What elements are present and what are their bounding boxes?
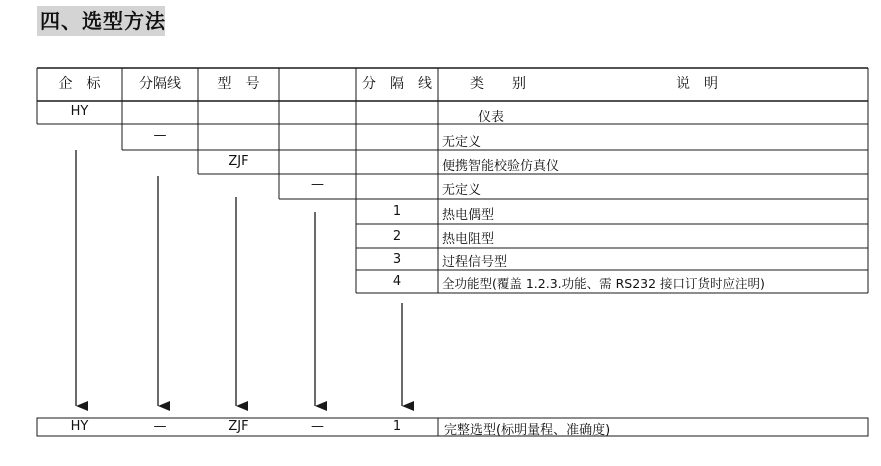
header-model: 型 号 bbox=[217, 76, 260, 92]
row-desc-separator2: 无定义 bbox=[442, 183, 482, 198]
example-description: 完整选型(标明量程、准确度) bbox=[444, 423, 611, 438]
row-desc-separator1: 无定义 bbox=[442, 135, 482, 150]
row-desc-model: 便携智能校验仿真仪 bbox=[442, 159, 560, 174]
row-code-variant-4: 4 bbox=[392, 274, 402, 289]
row-desc-variant-4: 全功能型(覆盖 1.2.3.功能、需 RS232 接口订货时应注明) bbox=[442, 276, 765, 291]
row-desc-variant-2: 热电阻型 bbox=[442, 232, 495, 247]
example-separator1: — bbox=[153, 419, 167, 434]
section-title: 四、选型方法 bbox=[40, 9, 166, 33]
row-code-separator2: — bbox=[311, 177, 324, 192]
row-code-variant-1: 1 bbox=[392, 204, 402, 219]
example-separator2: — bbox=[311, 419, 324, 434]
row-desc-brand: 仪表 bbox=[478, 110, 505, 125]
header-separator2: 分 隔 线 bbox=[362, 76, 432, 92]
example-brand: HY bbox=[70, 419, 89, 434]
header-brand: 企 标 bbox=[58, 76, 101, 92]
header-separator1: 分隔线 bbox=[139, 76, 181, 92]
row-desc-variant-1: 热电偶型 bbox=[442, 208, 495, 223]
row-code-variant-2: 2 bbox=[392, 229, 402, 244]
header-category: 类 别 bbox=[470, 76, 526, 92]
row-desc-variant-3: 过程信号型 bbox=[442, 255, 508, 270]
row-code-brand: HY bbox=[70, 104, 89, 119]
row-code-separator1: — bbox=[153, 128, 167, 143]
example-variant: 1 bbox=[392, 419, 402, 434]
header-description: 说 明 bbox=[676, 76, 718, 92]
example-model: ZJF bbox=[228, 419, 249, 434]
row-code-variant-3: 3 bbox=[392, 252, 402, 267]
row-code-model: ZJF bbox=[228, 154, 249, 169]
